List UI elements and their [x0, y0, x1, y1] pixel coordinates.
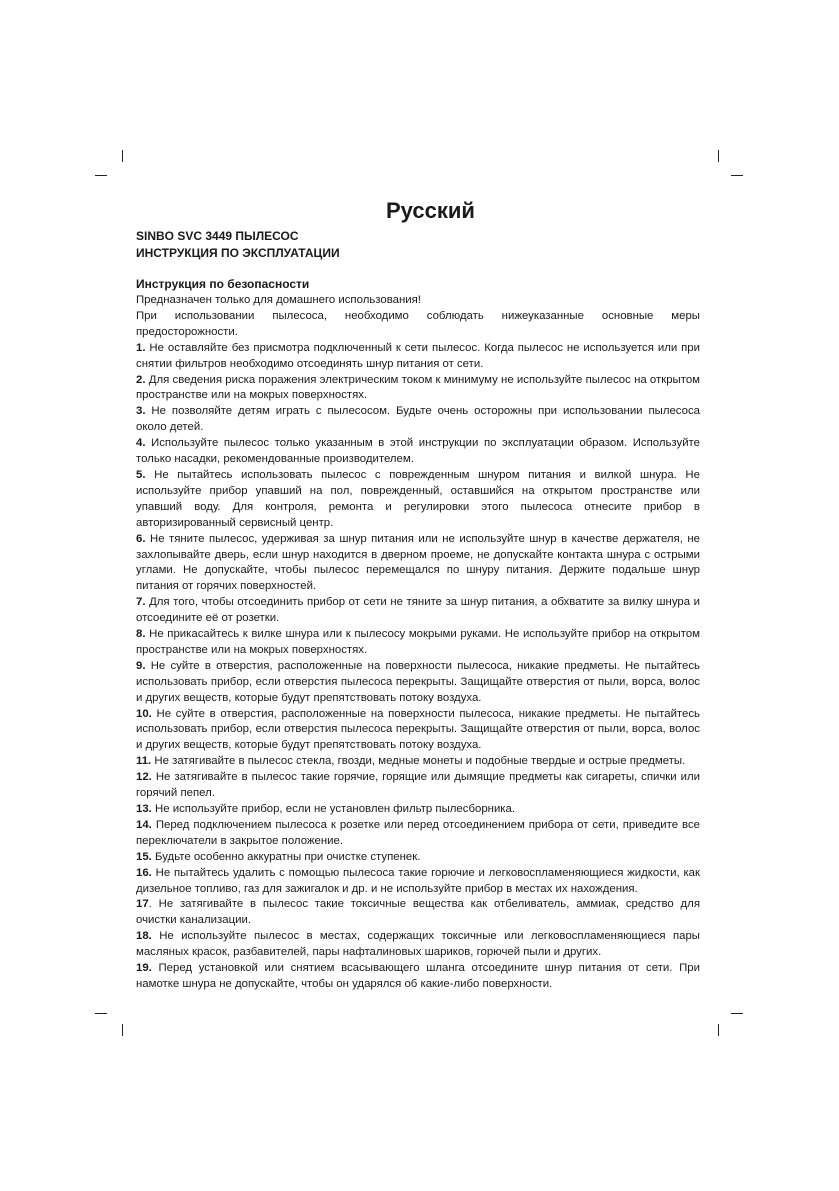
intro-line: При использовании пылесоса, необходимо соблюдать нижеуказанные основные меры предосторожности.	[136, 309, 700, 338]
safety-item	[136, 866, 700, 898]
safety-item	[136, 961, 700, 993]
safety-item-number: 13.	[136, 803, 152, 815]
safety-item	[136, 929, 700, 961]
safety-item-number: 18.	[136, 930, 152, 943]
safety-item-text: Не затягивайте в пылесос такие горячие, горящие или дымящие предметы как сигареты, спички или горячий пепел.	[136, 771, 700, 800]
crop-mark	[718, 150, 719, 162]
safety-item-text: Не позволяйте детям играть с пылесосом. Будьте очень осторожны при использовании пылесоса около детей.	[136, 405, 700, 434]
safety-item	[136, 532, 700, 596]
safety-item	[136, 468, 700, 532]
safety-item-text: Используйте пылесос только указанным в этой инструкции по эксплуатации образом. Используйте только насадки, рекомендованные производителем.	[136, 437, 700, 466]
safety-item-number: 4.	[136, 437, 146, 450]
safety-item-number: 8.	[136, 628, 146, 641]
model-line: SINBO SVC 3449 ПЫЛЕСОС	[136, 229, 299, 243]
safety-item-number: 17	[136, 898, 149, 911]
safety-item-text: Не суйте в отверстия, расположенные на поверхности пылесоса, никакие предметы. Не пытайтесь использовать прибор, если отверстия пылесоса перекрыты. Защищайте отверстия от пыли, ворса, волос и других веществ, которые будут препятствовать потоку воздуха.	[136, 659, 700, 704]
crop-mark	[731, 175, 743, 176]
safety-item-number: 14.	[136, 818, 152, 831]
manual-title: ИНСТРУКЦИЯ ПО ЭКСПЛУАТАЦИИ	[136, 246, 340, 260]
safety-item	[136, 373, 700, 405]
safety-item-text: Не оставляйте без присмотра подключенный к сети пылесос. Когда пылесос не используется или при снятии фильтров необходимо отсоединять шнур питания от сети.	[136, 341, 700, 370]
safety-item-number: 19.	[136, 962, 152, 975]
safety-item-text: Не прикасайтесь к вилке шнура или к пылесосу мокрыми руками. Не используйте прибор на открытом пространстве или на мокрых поверхностях.	[136, 628, 700, 656]
safety-item	[136, 707, 700, 755]
safety-item	[136, 850, 700, 866]
safety-title: Инструкция по безопасности	[136, 277, 310, 291]
crop-mark	[122, 150, 123, 162]
safety-item-text: Не используйте пылесос в местах, содержащих токсичные или легковоспламеняющиеся пары масляных красок, разбавителей, пары нафталиновых шариков, горючей пыли и других.	[136, 930, 700, 959]
crop-mark	[95, 175, 107, 176]
safety-item-text: Не суйте в отверстия, расположенные на поверхности пылесоса, никакие предметы. Не пытайтесь использовать прибор, если отверстия пылесоса перекрыты. Защищайте отверстия от пыли, ворса, волос и других веществ, которые будут препятствовать потоку воздуха.	[136, 707, 700, 752]
crop-mark	[95, 1013, 107, 1014]
safety-item-text: . Не затягивайте в пылесос такие токсичные вещества как отбеливатель, аммиак, средство для очистки канализации.	[136, 898, 700, 927]
safety-item-number: 15.	[136, 850, 152, 863]
safety-list	[136, 341, 700, 993]
safety-item-number: 5.	[136, 468, 146, 481]
safety-item-text: Для того, чтобы отсоединить прибор от сети не тяните за шнур питания, а обхватите за вилку шнура и отсоедините её от розетки.	[136, 596, 700, 625]
safety-item-number: 6.	[136, 532, 146, 545]
safety-item-text: Не пытайтесь использовать пылесос с поврежденным шнуром питания и вилкой шнура. Не используйте прибор упавший на пол, поврежденный, оставшийся на открытом пространстве или упавший воду. Для контроля, ремонта и регулировки этого пылесоса отнесите прибор в авторизированный сервисный центр.	[136, 468, 700, 529]
safety-item-number: 2.	[136, 373, 146, 386]
safety-item	[136, 770, 700, 802]
safety-item	[136, 897, 700, 929]
manual-body	[136, 228, 700, 993]
safety-item-text: Перед подключением пылесоса к розетке или перед отсоединением прибора от сети, приведите все переключатели в закрытое положение.	[136, 818, 700, 847]
safety-item	[136, 341, 700, 373]
safety-item-number: 10.	[136, 707, 152, 720]
safety-item-number: 11.	[136, 755, 152, 768]
safety-item	[136, 754, 700, 770]
safety-item-text: Будьте особенно аккуратны при очистке ступенек.	[151, 850, 421, 863]
safety-item	[136, 595, 700, 627]
safety-item-number: 7.	[136, 596, 146, 609]
safety-item-number: 16.	[136, 866, 152, 879]
safety-item-text: Не пытайтесь удалить с помощью пылесоса такие горючие и легковоспламеняющиеся жидкости, как дизельное топливо, газ для зажигалок и др. и не используйте прибор в местах их нахождения.	[136, 866, 700, 895]
safety-item-text: Для сведения риска поражения электрическим током к минимуму не используйте пылесос на открытом пространстве или на мокрых поверхностях.	[136, 373, 700, 402]
language-heading: Русский	[386, 198, 475, 223]
safety-item-number: 12.	[136, 771, 152, 784]
safety-item-text: Не затягивайте в пылесос стекла, гвозди, медные монеты и подобные твердые и острые предметы.	[151, 755, 686, 768]
safety-item-text: Не используйте прибор, если не установлен фильтр пылесборника.	[151, 803, 516, 815]
safety-item	[136, 659, 700, 707]
safety-item-text: Не тяните пылесос, удерживая за шнур питания или не используйте шнур в качестве держателя, не захлопывайте дверь, если шнур находится в дверном проеме, не допускайте контакта шнура с острыми углами. Не допускайте, чтобы пылесос перемещался по шнуру питания. Держите подальше шнур питания от горячих поверхностей.	[136, 532, 700, 593]
safety-item-number: 3.	[136, 405, 146, 418]
crop-mark	[718, 1024, 719, 1036]
safety-item	[136, 404, 700, 436]
safety-item-number: 9.	[136, 659, 146, 672]
safety-item	[136, 436, 700, 468]
crop-mark	[122, 1024, 123, 1036]
safety-item	[136, 627, 700, 659]
intro-line: Предназначен только для домашнего использования!	[136, 294, 421, 306]
safety-item-text: Перед установкой или снятием всасывающего шланга отсоедините шнур питания от сети. При намотке шнура не допускайте, чтобы он ударялся об какие-либо поверхности.	[136, 962, 700, 990]
crop-mark	[731, 1013, 743, 1014]
safety-item	[136, 802, 700, 818]
safety-item-number: 1.	[136, 341, 146, 354]
safety-item	[136, 818, 700, 850]
